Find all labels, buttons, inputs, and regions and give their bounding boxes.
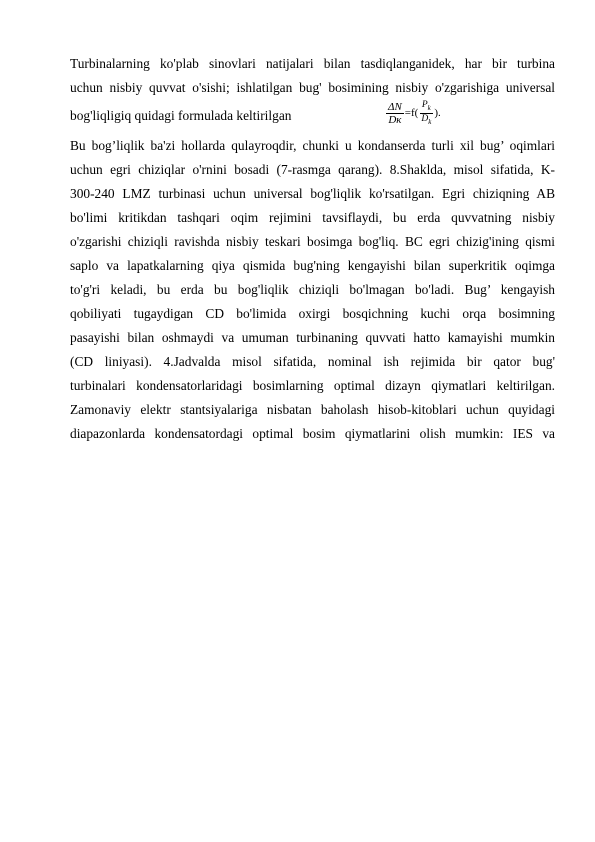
text-line: turbinalari kondensatorlaridagi bosimlarning optimal dizayn qiymatlari keltirilgan. bbox=[70, 378, 555, 393]
formula-rhs-fraction bbox=[419, 100, 433, 127]
text-line: (CD liniyasi). 4.Jadvalda misol sifatida, nominal ish rejimida bir qator bug' bbox=[70, 354, 555, 369]
formula-rhs-den-subscript: k bbox=[428, 117, 432, 126]
formula-close: ). bbox=[434, 107, 441, 120]
paragraph-2 bbox=[70, 134, 555, 446]
text-line: uchun egri chiziqlar o'rnini bosadi (7-rasmga qarang). 8.Shaklda, misol sifatida, K- bbox=[70, 162, 555, 177]
universal-dependency-formula bbox=[386, 100, 442, 127]
text-line: bo'limi kritikdan tashqari oqim rejimini tavsiflaydi, bu erda quvvatning nisbiy bbox=[70, 210, 555, 225]
text-line: to'g'ri keladi, bu erda bu bog'liqlik chiziqli bo'lmagan bo'ladi. Bug’ kengayish bbox=[70, 282, 555, 297]
text-line: Zamonaviy elektr stantsiyalariga nisbatan baholash hisob-kitoblari uchun quyidagi bbox=[70, 402, 555, 417]
formula-rhs-num-symbol: P bbox=[421, 100, 428, 110]
text-line: uchun nisbiy quvvat o'sishi; ishlatilgan bug' bosimining nisbiy o'zgarishiga universal bbox=[70, 80, 555, 95]
formula-rhs-numerator bbox=[420, 100, 433, 114]
formula-rhs-num-subscript: k bbox=[427, 103, 431, 112]
formula-rhs-denominator bbox=[419, 114, 433, 127]
formula-row bbox=[70, 100, 555, 134]
text-line: o'zgarishi chiziqli ravishda nisbiy teskari bosimga bog'liq. BC egri chizig'ining qismi bbox=[70, 234, 555, 249]
formula-rhs-den-symbol: D bbox=[421, 113, 429, 124]
formula-lhs-numerator: ΔN bbox=[388, 100, 402, 113]
formula-intro-text: bog'liqligiq quidagi formulada keltirilgan bbox=[70, 108, 292, 123]
formula-lhs-denominator: Dк bbox=[388, 113, 402, 126]
text-line: pasayishi bilan oshmaydi va umuman turbinaning quvvati hatto kamayishi mumkin bbox=[70, 330, 555, 345]
text-line: saplo va lapatkalarning qiya qismida bug'ning kengayishi bilan superkritik oqimga bbox=[70, 258, 555, 273]
text-line: diapazonlarda kondensatordagi optimal bosim qiymatlarini olish mumkin: IES va bbox=[70, 426, 555, 441]
text-line: Turbinalarning ko'plab sinovlari natijalari bilan tasdiqlanganidek, har bir turbina bbox=[70, 56, 555, 71]
text-line: 300-240 LMZ turbinasi uchun universal bog'liqlik ko'rsatilgan. Egri chiziqning AB bbox=[70, 186, 555, 201]
text-line: Bu bog’liqlik ba'zi hollarda qulayroqdir, chunki u kondanserda turli xil bug’ oqimlari bbox=[70, 138, 555, 153]
formula-lhs-fraction bbox=[386, 101, 404, 126]
paragraph-1 bbox=[70, 52, 555, 134]
formula-equals: =f( bbox=[404, 107, 419, 120]
document-page bbox=[70, 52, 555, 446]
text-line: qobiliyati tugaydigan CD bo'limida oxirgi bosqichning kuchi orqa bosimning bbox=[70, 306, 555, 321]
